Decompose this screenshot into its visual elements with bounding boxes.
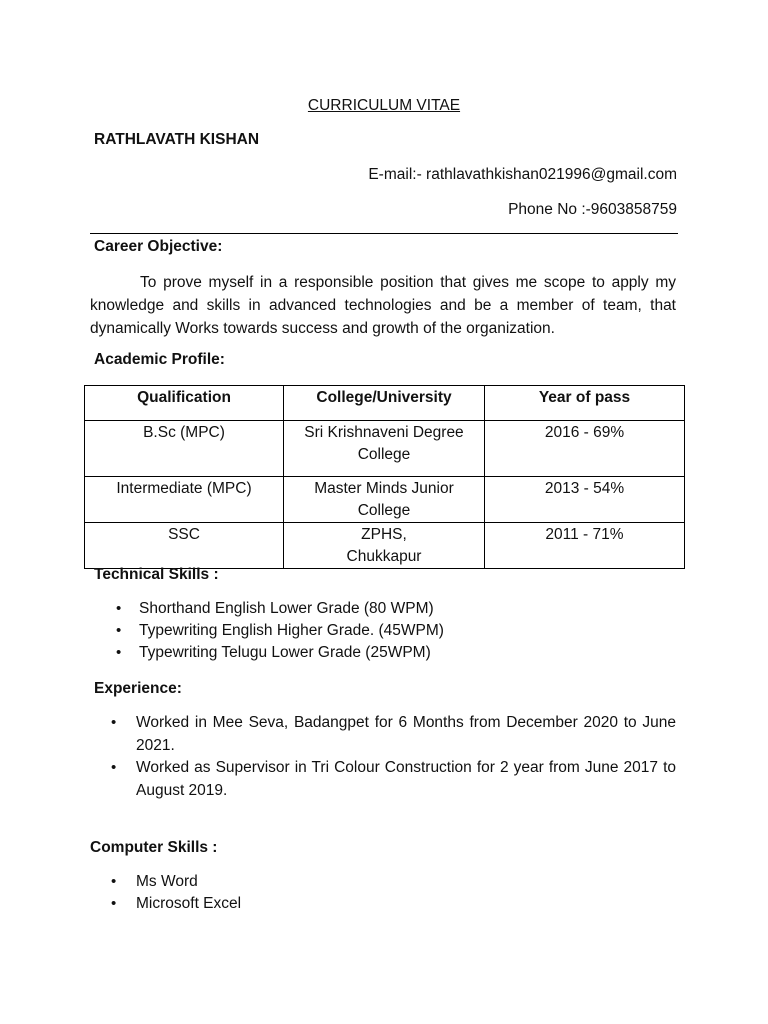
table-cell: 2016 - 69% [485,421,685,477]
ssc-school: ZPHS, [361,526,407,543]
email-line: E-mail:- rathlavathkishan021996@gmail.com [368,166,677,183]
list-item-text: Ms Word [136,873,198,890]
computer-skills-list [111,871,242,915]
bullet-icon: • [116,622,122,639]
list-item-text: Typewriting Telugu Lower Grade (25WPM) [139,644,431,661]
technical-skills-heading: Technical Skills : [94,566,219,583]
bullet-icon: • [116,600,122,617]
table-cell: B.Sc (MPC) [85,421,284,477]
table-row [85,523,685,569]
table-header-row [85,386,685,421]
bullet-icon: • [111,714,117,731]
document-title: CURRICULUM VITAE [307,97,461,114]
table-cell: Intermediate (MPC) [85,477,284,523]
career-objective-text [90,271,676,340]
list-item-text: Typewriting English Higher Grade. (45WPM) [139,622,444,639]
bullet-icon: • [111,873,117,890]
academic-table [84,385,685,569]
experience-list [111,712,676,802]
list-item [111,712,676,757]
bullet-icon: • [116,644,122,661]
column-header: Qualification [85,386,284,421]
list-item [116,620,444,642]
list-item [111,893,242,915]
experience-heading: Experience: [94,680,182,697]
bullet-icon: • [111,759,117,776]
phone-line: Phone No :-9603858759 [508,201,677,218]
column-header: Year of pass [485,386,685,421]
column-header: College/University [284,386,485,421]
technical-skills-list [116,598,444,664]
table-cell: Master Minds Junior College [284,477,485,523]
list-item [111,757,676,802]
header-divider [90,233,678,234]
table-cell [284,523,485,569]
career-objective-body: To prove myself in a responsible position that gives me scope to apply my knowledge and skills in advanced technologies and be a member of team, that dynamically Works towards success and growth of the organization. [90,274,676,337]
list-item-text: Microsoft Excel [136,895,242,912]
list-item-text: Shorthand English Lower Grade (80 WPM) [139,600,434,617]
table-cell: 2013 - 54% [485,477,685,523]
career-objective-heading: Career Objective: [94,238,223,255]
list-item [111,871,241,893]
table-cell: Sri Krishnaveni Degree College [284,421,485,477]
ssc-place: Chukkapur [346,548,422,565]
bullet-icon: • [111,895,117,912]
table-cell: SSC [85,523,284,569]
candidate-name: RATHLAVATH KISHAN [94,131,260,148]
table-row [85,421,685,477]
list-item [116,598,444,620]
table-row [85,477,685,523]
list-item-text: Worked in Mee Seva, Badangpet for 6 Months from December 2020 to June 2021. [136,714,676,754]
table-cell: 2011 - 71% [485,523,685,569]
computer-skills-heading: Computer Skills : [90,839,218,856]
academic-profile-heading: Academic Profile: [94,351,225,368]
list-item-text: Worked as Supervisor in Tri Colour Construction for 2 year from June 2017 to August 2019. [136,759,676,799]
list-item [116,642,444,664]
